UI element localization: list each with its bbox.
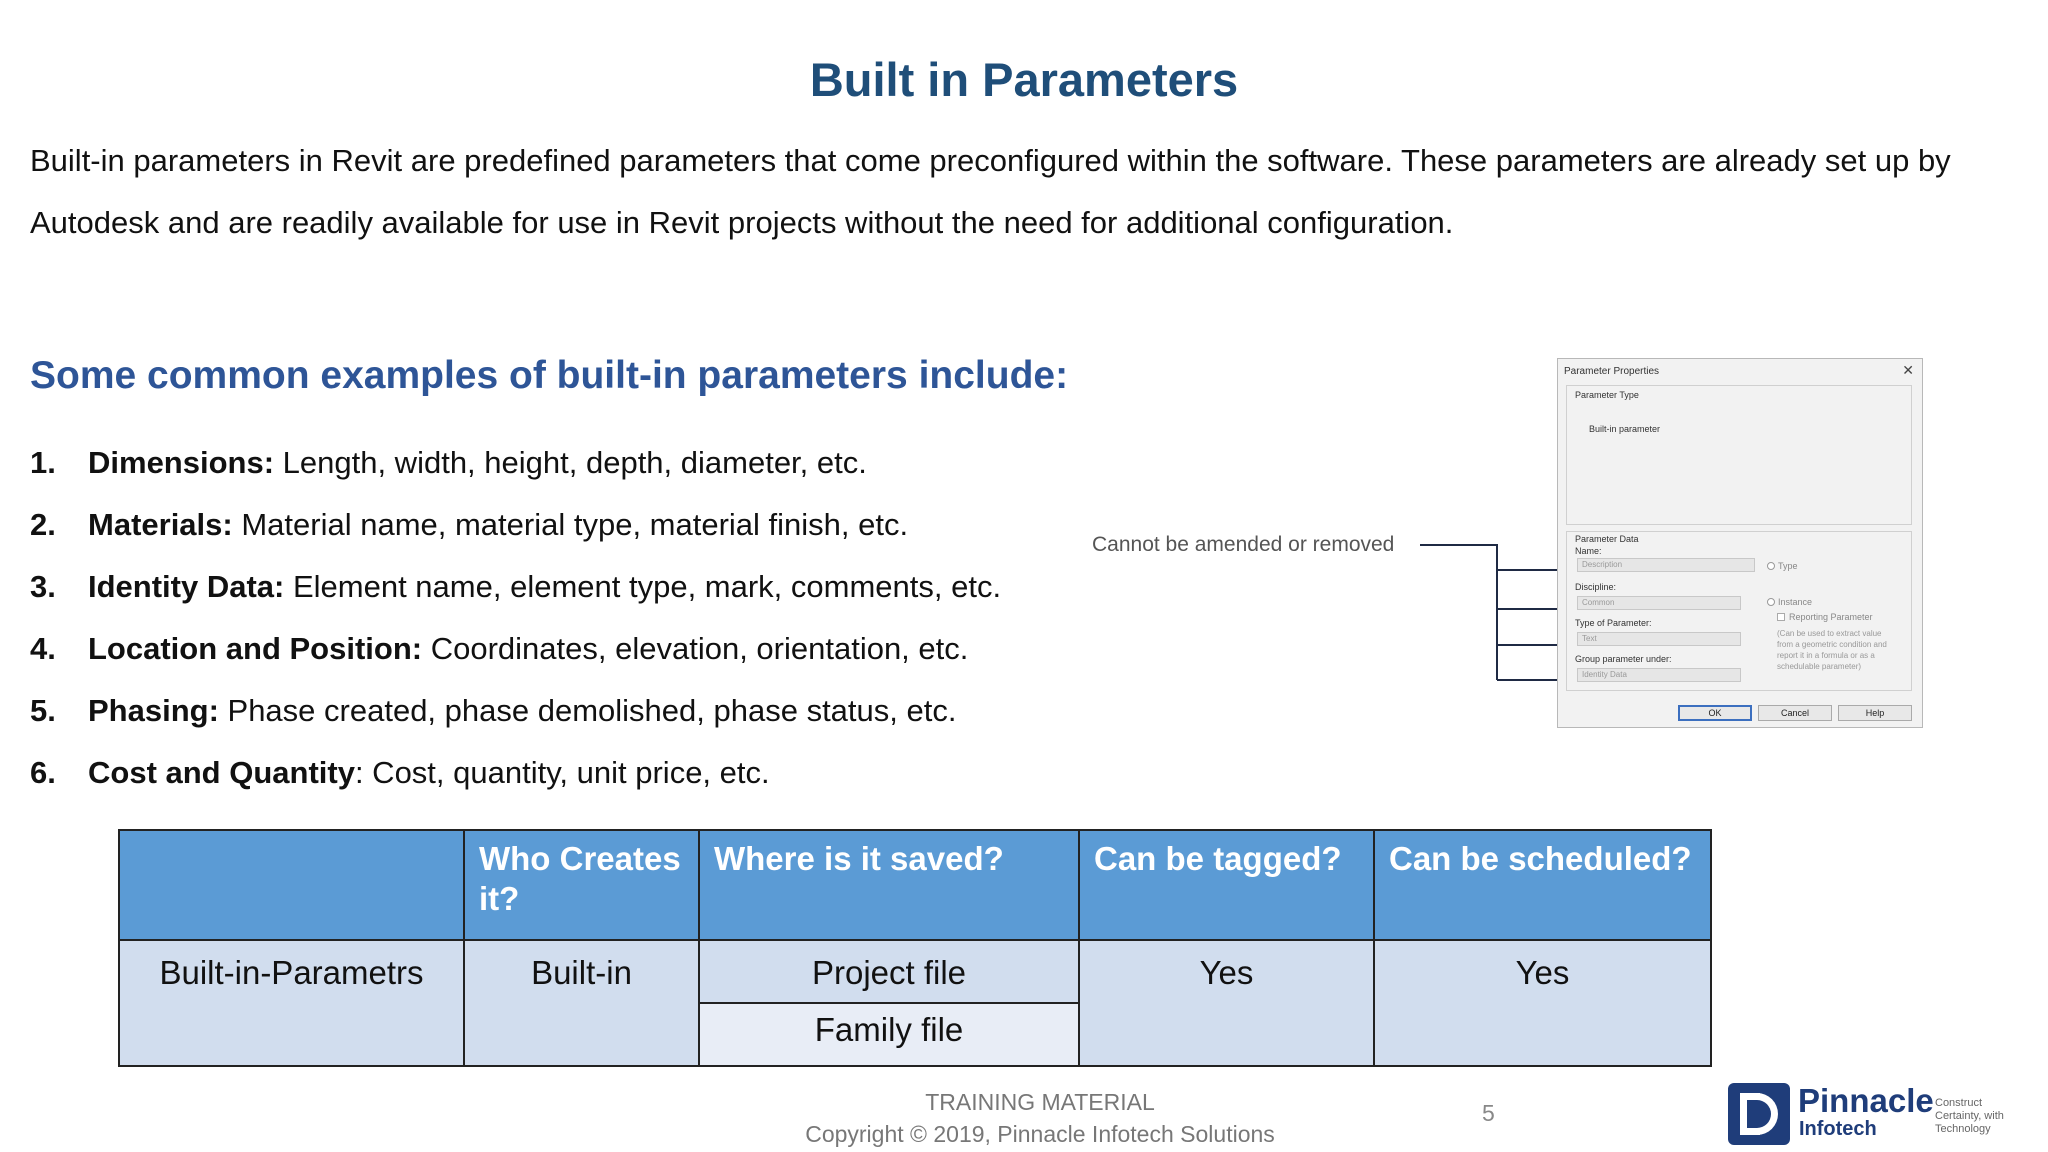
help-button[interactable]: Help — [1838, 705, 1912, 721]
list-term: Location and Position: — [88, 631, 423, 666]
parameter-type-label: Parameter Type — [1575, 390, 1639, 400]
list-item — [30, 742, 1001, 804]
page-number: 5 — [1482, 1100, 1495, 1126]
list-number: 1. — [30, 445, 56, 480]
footer-line1: TRAINING MATERIAL — [925, 1089, 1155, 1115]
hint-line: report it in a formula or as a — [1777, 651, 1875, 660]
list-desc: Element name, element type, mark, comments, etc. — [284, 569, 1002, 604]
table-header-cell — [119, 830, 464, 940]
list-item — [30, 494, 1001, 556]
table-row — [119, 940, 1711, 1003]
page-title: Built in Parameters — [809, 53, 1239, 106]
hint-line: from a geometric condition and — [1777, 640, 1887, 649]
list-item — [30, 556, 1001, 618]
list-term: Dimensions: — [88, 445, 275, 480]
saved-project-cell: Project file — [699, 940, 1079, 1003]
tagged-cell: Yes — [1079, 940, 1374, 1066]
list-number: 6. — [30, 755, 56, 790]
discipline-select[interactable]: Common — [1577, 596, 1741, 610]
list-number: 3. — [30, 569, 56, 604]
parameter-data-label: Parameter Data — [1575, 534, 1639, 544]
list-item — [30, 618, 1001, 680]
comparison-table — [118, 829, 1712, 1067]
creator-cell: Built-in — [464, 940, 699, 1066]
list-desc: Coordinates, elevation, orientation, etc. — [422, 631, 969, 666]
examples-heading: Some common examples of built-in parameters include: — [30, 354, 1069, 397]
list-desc: : Cost, quantity, unit price, etc. — [354, 755, 770, 790]
list-item — [30, 432, 1001, 494]
footer — [700, 1086, 1380, 1150]
list-desc: Phase created, phase demolished, phase status, etc. — [218, 693, 957, 728]
table-header-cell: Can be tagged? — [1079, 830, 1374, 940]
list-term: Phasing: — [88, 693, 219, 728]
logo-tagline: Construct Certainty, with Technology — [1935, 1097, 2004, 1135]
logo-brand-sub: Infotech — [1799, 1118, 1877, 1140]
list-desc: Material name, material type, material finish, etc. — [232, 507, 909, 542]
name-field[interactable]: Description — [1577, 558, 1755, 572]
table-header-cell: Who Creates it? — [464, 830, 699, 940]
list-number: 5. — [30, 693, 56, 728]
instance-radio[interactable] — [1767, 598, 1775, 606]
type-of-parameter-label: Type of Parameter: — [1575, 618, 1652, 628]
list-number: 4. — [30, 631, 56, 666]
saved-family-cell: Family file — [699, 1003, 1079, 1066]
callout-label: Cannot be amended or removed — [1092, 533, 1395, 556]
parameter-type-group — [1566, 385, 1912, 525]
hint-line: schedulable parameter) — [1777, 662, 1862, 671]
list-number: 2. — [30, 507, 56, 542]
reporting-label: Reporting Parameter — [1789, 612, 1873, 622]
close-icon[interactable]: ✕ — [1902, 362, 1914, 378]
pinnacle-logo-icon — [1728, 1083, 1790, 1145]
cancel-button[interactable]: Cancel — [1758, 705, 1832, 721]
table-header-row — [119, 830, 1711, 940]
scheduled-cell: Yes — [1374, 940, 1711, 1066]
name-label: Name: — [1575, 546, 1602, 556]
ok-button[interactable]: OK — [1678, 705, 1752, 721]
group-parameter-label: Group parameter under: — [1575, 654, 1672, 664]
row-label-cell: Built-in-Parametrs — [119, 940, 464, 1066]
list-desc: Length, width, height, depth, diameter, etc. — [274, 445, 867, 480]
parameter-data-group — [1566, 531, 1912, 691]
logo-brand: Pinnacle — [1798, 1082, 1934, 1119]
list-item — [30, 680, 1001, 742]
parameter-type-value: Built-in parameter — [1589, 424, 1661, 434]
type-radio-label: Type — [1778, 561, 1798, 571]
group-parameter-select[interactable]: Identity Data — [1577, 668, 1741, 682]
intro-paragraph: Built-in parameters in Revit are predefined parameters that come preconfigured within the software. These parameters are already set up by Autodesk and are readily available for use in Revit projects without the need for additional configuration. — [30, 143, 1951, 240]
parameter-properties-dialog — [1557, 358, 1923, 728]
table-header-cell: Can be scheduled? — [1374, 830, 1711, 940]
examples-list — [30, 432, 1001, 804]
table-header-cell: Where is it saved? — [699, 830, 1079, 940]
discipline-label: Discipline: — [1575, 582, 1617, 592]
instance-radio-label: Instance — [1778, 597, 1813, 607]
reporting-checkbox[interactable] — [1777, 613, 1785, 621]
list-term: Identity Data: — [88, 569, 285, 604]
footer-copyright: Copyright © 2019, Pinnacle Infotech Solutions — [805, 1121, 1275, 1147]
list-term: Materials: — [88, 507, 233, 542]
list-term: Cost and Quantity — [88, 755, 355, 790]
reporting-hint — [1777, 628, 1887, 672]
type-of-parameter-select[interactable]: Text — [1577, 632, 1741, 646]
dialog-title: Parameter Properties — [1564, 366, 1660, 377]
type-radio[interactable] — [1767, 562, 1775, 570]
hint-line: (Can be used to extract value — [1777, 629, 1882, 638]
